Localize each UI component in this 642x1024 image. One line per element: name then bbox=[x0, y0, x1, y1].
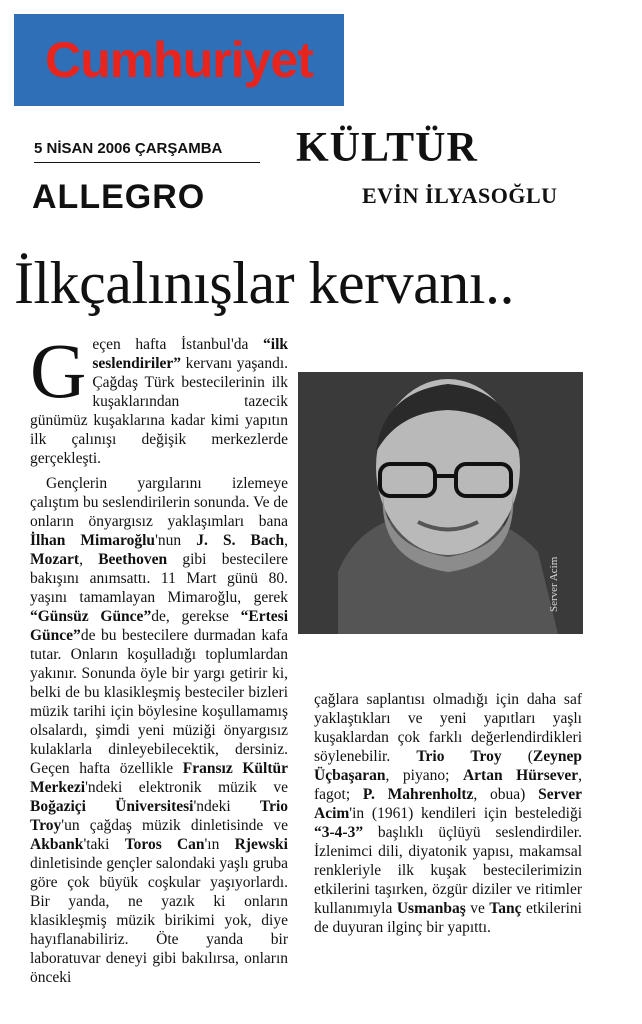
article-column-right bbox=[314, 690, 582, 937]
article-paragraph: Gençlerin yargılarını izlemeye çalıştım bu seslendirilerin sonunda. Ve de onların önyargısız yaklaşımları bana İlhan Mimaroğlu'nun J. S. Bach, Mozart, Beethoven gibi bestecilere bakışını anımsattı. 11 Mart günü 80. yaşını tamamlayan Mimaroğlu, gerek “Günsüz Günce”de, gerekse “Ertesi Günce”de bu bestecilere durmadan kafa tutar. Onların koşulladığı toplumlardan yakınır. Sonunda öyle bir yargı getirir ki, belki de bu klasikleşmiş besteciler bizleri müzik tarihi için böylesine koşullamamış olsalardı, şimdi yeni müziği önyargısız kulaklarla dinleyebilecektik, dersiniz. Geçen hafta özellikle Fransız Kültür Merkezi'ndeki elektronik müzik ve Boğaziçi Üniversitesi'ndeki Trio Troy'un çağdaş müzik dinletisinde ve Akbank'taki Toros Can'ın Rjewski dinletisinde gençler salondaki yaşlı gruba göre çok büyük coşkular yaşıyorlardı. Bir yanda, ne yazık ki onların klasikleşmiş müzik birikimi yok, diye hayıflanabiliriz. Öte yanda bir laboratuvar deneyi gibi bakılırsa, onların önceki bbox=[30, 475, 289, 986]
article-column-left bbox=[30, 327, 289, 987]
paragraph-text: eçen hafta İstanbul'da “ilk seslendiriler” kervanı yaşandı. Çağdaş Türk bestecilerinin ilk kuşaklarından tazecik günümüz kuşaklarına kadar kimi yapıtın ilk çalınışı değişik merkezlerde gerçekleşti. bbox=[30, 336, 288, 467]
portrait-image bbox=[298, 372, 583, 634]
newspaper-logo: Cumhuriyet bbox=[45, 32, 313, 88]
drop-cap: G bbox=[30, 327, 87, 414]
author-name: EVİN İLYASOĞLU bbox=[362, 183, 558, 208]
article-headline: İlkçalınışlar kervanı.. bbox=[14, 250, 514, 316]
section-title: KÜLTÜR bbox=[296, 125, 478, 171]
masthead-banner bbox=[14, 14, 344, 106]
article-paragraph: çağlara saplantısı olmadığı için daha saf yaklaştıkları ve yeni yapıtları yaşlı kuşaklardan çok farklı değerlendirdikleri söylenebilir. Trio Troy (Zeynep Üçbaşaran, piyano; Artan Hürsever, fagot; P. Mahrenholtz, obua) Server Acim'in (1961) kendileri için bestelediği “3-4-3” başlıklı üçlüyü seslendirdiler. İzlenimci dili, diyatonik yapısı, makamsal renkleriyle ilk kuşak bestecilerimizin etkilerini taşırken, özgür diziler ve ritimler kullanımıyla Usmanbaş ve Tanç etkilerini de duyuran ilginç bir yapıttı. bbox=[314, 691, 582, 936]
issue-date: 5 NİSAN 2006 ÇARŞAMBA bbox=[34, 140, 260, 163]
article-paragraph bbox=[30, 327, 288, 468]
author-photo bbox=[298, 372, 583, 634]
column-name: ALLEGRO bbox=[32, 178, 206, 216]
photo-credit: Server Acim bbox=[548, 556, 560, 612]
